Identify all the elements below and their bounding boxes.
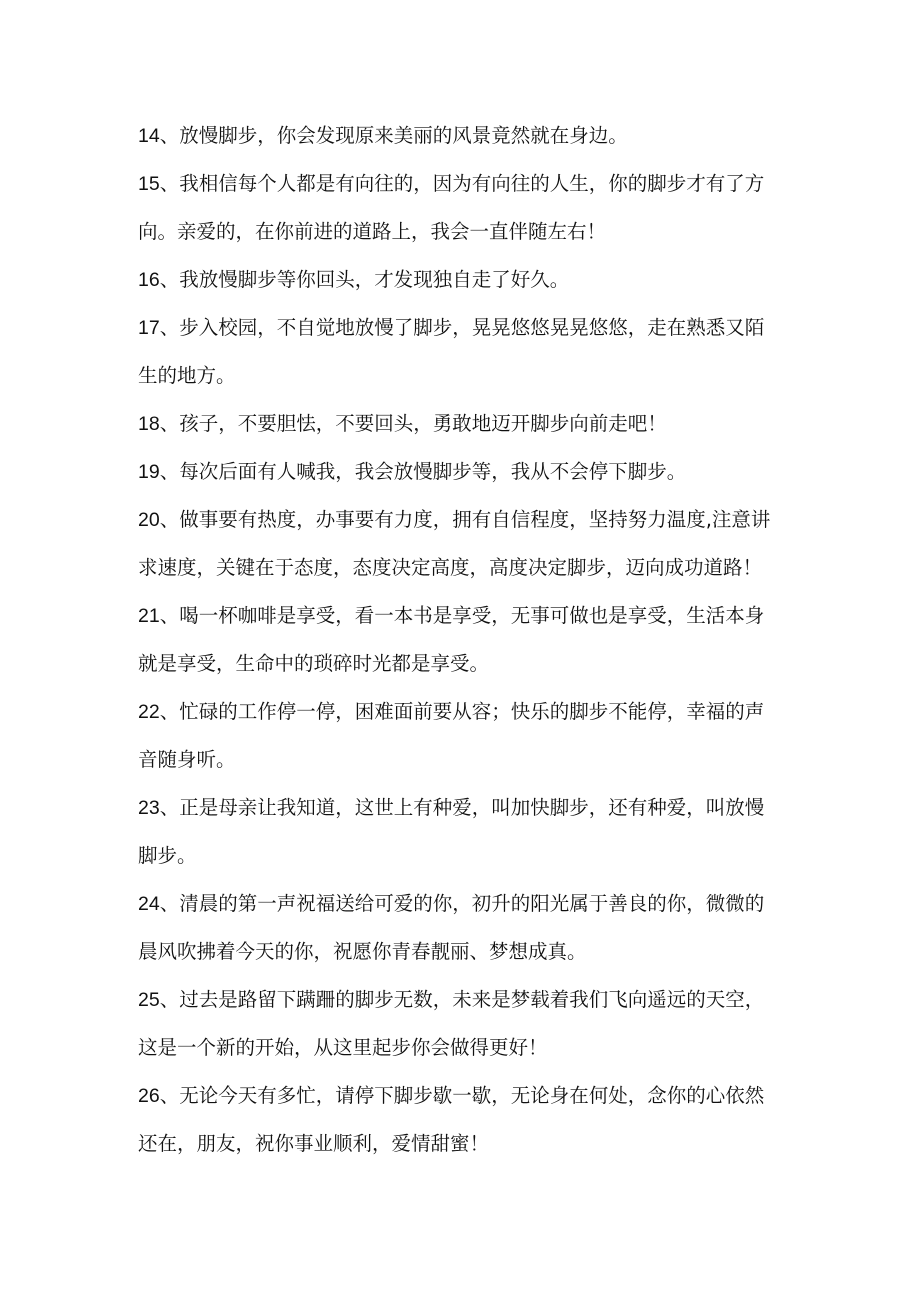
item-number: 18、 — [138, 413, 180, 435]
item-number: 21、 — [138, 605, 180, 627]
item-number: 24、 — [138, 893, 180, 915]
item-text: 我放慢脚步等你回头，才发现独自走了好久。 — [179, 268, 570, 291]
item-text: 无论今天有多忙，请停下脚步歇一歇，无论身在何处，念你的心依然 — [179, 1084, 765, 1107]
item-continuation: 音随身听。 — [138, 748, 236, 771]
item-text: 过去是路留下蹒跚的脚步无数，未来是梦载着我们飞向遥远的天空， — [179, 988, 765, 1011]
item-text: 忙碌的工作停一停，困难面前要从容；快乐的脚步不能停，幸福的声 — [179, 700, 765, 723]
list-item — [138, 304, 788, 352]
list-item — [138, 784, 788, 832]
list-item — [138, 400, 788, 448]
item-text: 正是母亲让我知道，这世上有种爱，叫加快脚步，还有种爱，叫放慢 — [179, 796, 765, 819]
list-item — [138, 976, 788, 1024]
list-item — [138, 496, 788, 544]
document-body — [138, 112, 788, 1168]
item-text: 孩子，不要胆怯，不要回头，勇敢地迈开脚步向前走吧！ — [179, 412, 667, 435]
item-number: 26、 — [138, 1085, 180, 1107]
list-item — [138, 448, 788, 496]
item-text: 每次后面有人喊我，我会放慢脚步等，我从不会停下脚步。 — [179, 460, 687, 483]
item-number: 19、 — [138, 461, 180, 483]
list-item — [138, 688, 788, 736]
item-continuation: 求速度，关键在于态度，态度决定高度，高度决定脚步，迈向成功道路！ — [138, 556, 763, 579]
list-item — [138, 1072, 788, 1120]
item-text: 我相信每个人都是有向往的，因为有向往的人生，你的脚步才有了方 — [179, 172, 765, 195]
item-number: 25、 — [138, 989, 180, 1011]
item-continuation: 还在，朋友，祝你事业顺利，爱情甜蜜！ — [138, 1132, 490, 1155]
item-number: 14、 — [138, 125, 180, 147]
item-continuation: 向。亲爱的，在你前进的道路上，我会一直伴随左右！ — [138, 220, 607, 243]
item-number: 17、 — [138, 317, 180, 339]
item-number: 23、 — [138, 797, 180, 819]
item-text: 步入校园，不自觉地放慢了脚步，晃晃悠悠晃晃悠悠，走在熟悉又陌 — [179, 316, 765, 339]
list-item — [138, 256, 788, 304]
item-continuation: 晨风吹拂着今天的你，祝愿你青春靓丽、梦想成真。 — [138, 940, 587, 963]
list-item — [138, 592, 788, 640]
item-continuation: 生的地方。 — [138, 364, 236, 387]
list-item — [138, 880, 788, 928]
item-continuation: 这是一个新的开始，从这里起步你会做得更好！ — [138, 1036, 548, 1059]
item-number: 20、 — [138, 509, 180, 531]
item-text: 喝一杯咖啡是享受，看一本书是享受，无事可做也是享受，生活本身 — [179, 604, 765, 627]
item-number: 16、 — [138, 269, 180, 291]
item-text: 放慢脚步，你会发现原来美丽的风景竟然就在身边。 — [179, 124, 628, 147]
item-text: 清晨的第一声祝福送给可爱的你，初升的阳光属于善良的你，微微的 — [179, 892, 765, 915]
item-number: 15、 — [138, 173, 180, 195]
list-item — [138, 112, 788, 160]
item-continuation: 就是享受，生命中的琐碎时光都是享受。 — [138, 652, 490, 675]
list-item — [138, 160, 788, 208]
item-continuation: 脚步。 — [138, 844, 197, 867]
item-number: 22、 — [138, 701, 180, 723]
item-text: 做事要有热度，办事要有力度，拥有自信程度，坚持努力温度,注意讲 — [179, 508, 771, 531]
